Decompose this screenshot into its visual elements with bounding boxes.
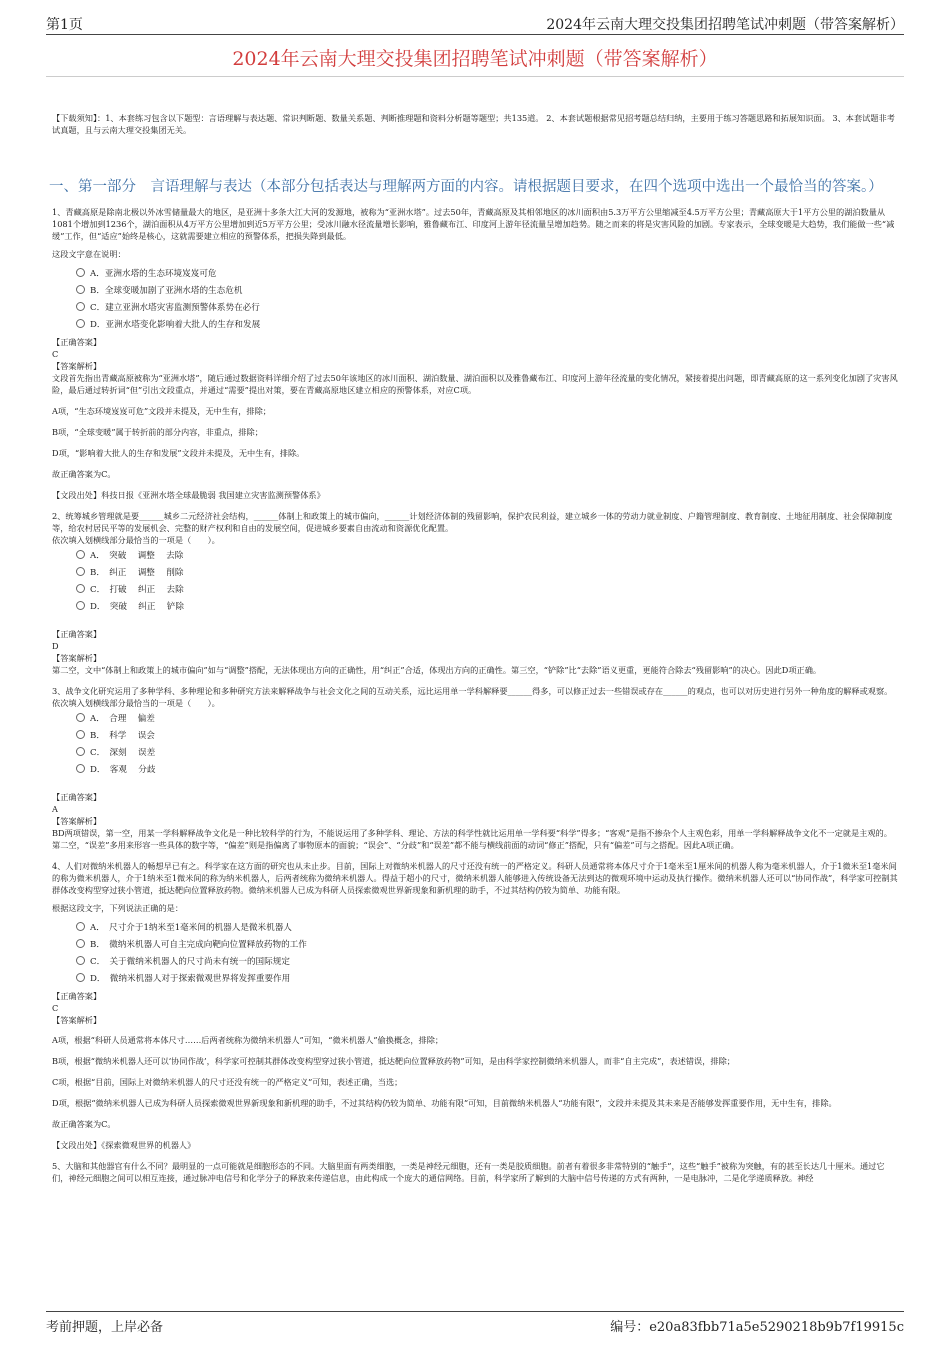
header-doc-title: 2024年云南大理交投集团招聘笔试冲刺题（带答案解析） [546,17,904,33]
analysis-a: A项，“生态环境岌岌可危”文段并未提及，无中生有，排除； [52,406,271,416]
analysis-a: A项，根据“科研人员通常将本体尺寸……后两者统称为微纳米机器人”可知，“微米机器人”偷换概念，排除； [52,1035,444,1045]
answer-label: 【正确答案】 [52,991,102,1001]
question-4-option-c[interactable]: C． 关于微纳米机器人的尺寸尚未有统一的国际规定 [76,956,900,968]
question-4-option-d[interactable]: D． 微纳米机器人对于探索微观世界将发挥重要作用 [76,973,900,985]
radio-icon[interactable] [76,319,85,328]
analysis-label: 【答案解析】 [52,653,102,663]
question-2-prompt: 依次填入划横线部分最恰当的一项是（ ）。 [52,535,220,545]
radio-icon[interactable] [76,939,85,948]
page-number: 第1页 [46,17,83,33]
title-divider [46,76,904,77]
radio-icon[interactable] [76,730,85,739]
footer-id: 编号：e20a83fbb71a5e5290218b9b7f19915c [610,1320,904,1335]
question-5-text: 5、大脑和其他器官有什么不同？最明显的一点可能就是细胞形态的不同。大脑里面有两类细胞，一类是神经元细胞，还有一类是胶质细胞。前者有着很多非常特别的“触手”，这些“触手”被称为突触，有的甚至长达几十厘米。通过它们，神经元细胞之间可以相互连接，通过脉冲电信号和化学分子的释放来传递信息，由此构成一个庞大的通信网络。目前，科学家所了解到的大脑中信号传递的方式有两种，一是电脉冲，二是化学递质释放。神经 [52,1161,885,1183]
question-2-option-c[interactable]: C． 打破 纠正 去除 [76,584,900,596]
analysis-b: B项，“全球变暖”属于转折前的部分内容，非重点，排除； [52,427,263,437]
footer-slogan: 考前押题，上岸必备 [46,1320,164,1335]
radio-icon[interactable] [76,764,85,773]
question-1-option-c[interactable]: C．建立亚洲水塔灾害监测预警体系势在必行 [76,302,900,314]
question-1-option-a[interactable]: A．亚洲水塔的生态环境岌岌可危 [76,268,900,280]
radio-icon[interactable] [76,302,85,311]
analysis-text: 文段首先指出青藏高原被称为“亚洲水塔”，随后通过数据资料详细介绍了过去50年该地区的冰川面积、湖泊数量、湖泊面积以及雅鲁藏布江、印度河上游年径流量的变化情况，紧接着提出问题，即青藏高原的这一系列变化加剧了灾害风险，最后通过转折词“但”引出文段重点，并通过“需要”提出对策，要在青藏高原地区建立相应的预警体系，对应C项。 [52,373,898,395]
radio-icon[interactable] [76,601,85,610]
source: 【文段出处】科技日报《亚洲水塔全球最脆弱 我国建立灾害监测预警体系》 [52,490,325,500]
question-2-option-b[interactable]: B． 纠正 调整 削除 [76,567,900,579]
question-4-text: 4、人们对微纳米机器人的畅想早已有之。科学家在这方面的研究也从未止步。目前，国际上对微纳米机器人的尺寸还没有统一的严格定义。科研人员通常将本体尺寸介于1毫米至1厘米间的机器人称为毫米机器人，介于1微米至1毫米间的称为微米机器人，介于1纳米至1微米间的称为纳米机器人，后两者统称为微纳米机器人。得益于超小的尺寸，微纳米机器人能够进入传统设备无法到达的微观环境中运动及执行操作。微纳米机器人还可以“协同作战”，科学家可控制其群体改变构型穿过狭小管道，抵达靶向位置释放药物。微纳米机器人已成为科研人员探索微观世界新现象和新机理的助手，不过其结构仍较为简单、功能有限。 [52,861,898,895]
answer-value: A [52,804,58,814]
question-3-option-d[interactable]: D． 客观 分歧 [76,764,900,776]
radio-icon[interactable] [76,922,85,931]
question-2-option-a[interactable]: A． 突破 调整 去除 [76,550,900,562]
document-body [49,112,900,1184]
question-3-option-a[interactable]: A． 合理 偏差 [76,713,900,725]
analysis-c: C项，根据“目前，国际上对微纳米机器人的尺寸还没有统一的严格定义”可知，表述正确，当选； [52,1077,403,1087]
analysis-label: 【答案解析】 [52,1015,102,1025]
conclusion: 故正确答案为C。 [52,1119,116,1129]
page-header [46,12,904,35]
analysis-d: D项，根据“微纳米机器人已成为科研人员探索微观世界新现象和新机理的助手，不过其结构仍较为简单、功能有限”可知，目前微纳米机器人“功能有限”，文段并未提及其未来是否能够发挥重要作用，无中生有，排除。 [52,1098,837,1108]
answer-label: 【正确答案】 [52,629,102,639]
page-footer [46,1311,904,1335]
answer-value: C [52,1003,59,1013]
section-heading: 一、第一部分 言语理解与表达（本部分包括表达与理解两方面的内容。请根据题目要求，在四个选项中选出一个最恰当的答案。） [49,179,883,195]
question-3-option-c[interactable]: C． 深刻 误差 [76,747,900,759]
question-1-text: 1、青藏高原是除南北极以外冰雪储量最大的地区，是亚洲十多条大江大河的发源地，被称为“亚洲水塔”。过去50年，青藏高原及其相邻地区的冰川面积由5.3万平方公里缩减至4.5万平方公里；青藏高原大于1平方公里的湖泊数量从1081个增加到1236个，湖泊面积从4万平方公里增加到近5万平方公里；受冰川融水径流量增长影响，雅鲁藏布江、印度河上游年径流量呈增加趋势。随之而来的将是灾害风险的加剧。专家表示，全球变暖是大趋势，我们能做一些“减缓”工作，但“适应”始终是核心，这就需要建立相应的预警体系，把损失降到最低。 [52,207,895,241]
analysis-text: BD两项错误，第一空，用某一学科解释战争文化是一种比较科学的行为，不能说运用了多种学科、理论、方法的科学性就比运用单一学科要“科学”得多；“客观”是指不掺杂个人主观色彩，用单一学科解释战争文化不一定就是主观的。第二空，“误差”多用来形容一些具体的数字等，“偏差”则是指偏离了事物原本的面貌；“误会”、“分歧”和“误差”都不能与横线前面的动词“修正”搭配，只有“偏差”可与之搭配。因此A项正确。 [52,828,892,850]
question-4-prompt: 根据这段文字，下列说法正确的是： [52,903,184,913]
radio-icon[interactable] [76,956,85,965]
answer-value: C [52,349,59,359]
question-2-text: 2、统筹城乡管理就是要______城乡二元经济社会结构，______体制上和政策上的城市偏向，______计划经济体制的残留影响，保护农民利益，建立城乡一体的劳动力就业制度、户籍管理制度、教育制度、土地征用制度、社会保障制度等，给农村居民平等的发展机会、完整的财产权利和自由的发展空间，促进城乡要素自由流动和资源优化配置。 [52,511,893,533]
radio-icon[interactable] [76,973,85,982]
download-notice: 【下载须知】：1、本套练习包含以下题型：言语理解与表达题、常识判断题、数量关系题、判断推理题和资料分析题等题型；共135道。 2、本套试题根据常见招考题总结归纳，主要用于练习答题思路和拓展知识面。 3、本套试题非考试真题，且与云南大理交投集团无关。 [52,113,895,135]
question-2-option-d[interactable]: D． 突破 纠正 铲除 [76,601,900,613]
analysis-d: D项，“影响着大批人的生存和发展”文段并未提及，无中生有，排除。 [52,448,305,458]
question-1-prompt: 这段文字意在说明： [52,249,126,259]
source: 【文段出处】《探索微观世界的机器人》 [52,1140,196,1150]
analysis-label: 【答案解析】 [52,361,102,371]
conclusion: 故正确答案为C。 [52,469,116,479]
radio-icon[interactable] [76,584,85,593]
radio-icon[interactable] [76,747,85,756]
answer-label: 【正确答案】 [52,337,102,347]
radio-icon[interactable] [76,713,85,722]
radio-icon[interactable] [76,285,85,294]
radio-icon[interactable] [76,550,85,559]
answer-label: 【正确答案】 [52,792,102,802]
question-1-option-b[interactable]: B．全球变暖加剧了亚洲水塔的生态危机 [76,285,900,297]
question-4-option-a[interactable]: A． 尺寸介于1纳米至1毫米间的机器人是微米机器人 [76,922,900,934]
analysis-text: 第二空，文中“体制上和政策上的城市偏向”如与“调整”搭配，无法体现出方向的正确性，用“纠正”合适，体现出方向的正确性。第三空，“铲除”比“去除”语义更重，更能符合除去“残留影响”的决心。因此D项正确。 [52,665,822,675]
analysis-label: 【答案解析】 [52,816,102,826]
question-3-option-b[interactable]: B． 科学 误会 [76,730,900,742]
question-3-prompt: 依次填入划横线部分最恰当的一项是（ ）。 [52,698,220,708]
document-title: 2024年云南大理交投集团招聘笔试冲刺题（带答案解析） [232,48,718,70]
question-1-option-d[interactable]: D．亚洲水塔变化影响着大批人的生存和发展 [76,319,900,331]
radio-icon[interactable] [76,268,85,277]
question-4-option-b[interactable]: B． 微纳米机器人可自主完成向靶向位置释放药物的工作 [76,939,900,951]
answer-value: D [52,641,59,651]
analysis-b: B项，根据“微纳米机器人还可以‘协同作战’，科学家可控制其群体改变构型穿过狭小管道，抵达靶向位置释放药物”可知，是由科学家控制微纳米机器人，而非“自主完成”，表述错误，排除； [52,1056,735,1066]
question-3-text: 3、战争文化研究运用了多种学科、多种理论和多种研究方法来解释战争与社会文化之间的互动关系，远比运用单一学科解释要______得多，可以修正过去一些错误或存在______的观点，也可以对历史进行另外一种角度的解释或观察。 [52,686,893,696]
radio-icon[interactable] [76,567,85,576]
